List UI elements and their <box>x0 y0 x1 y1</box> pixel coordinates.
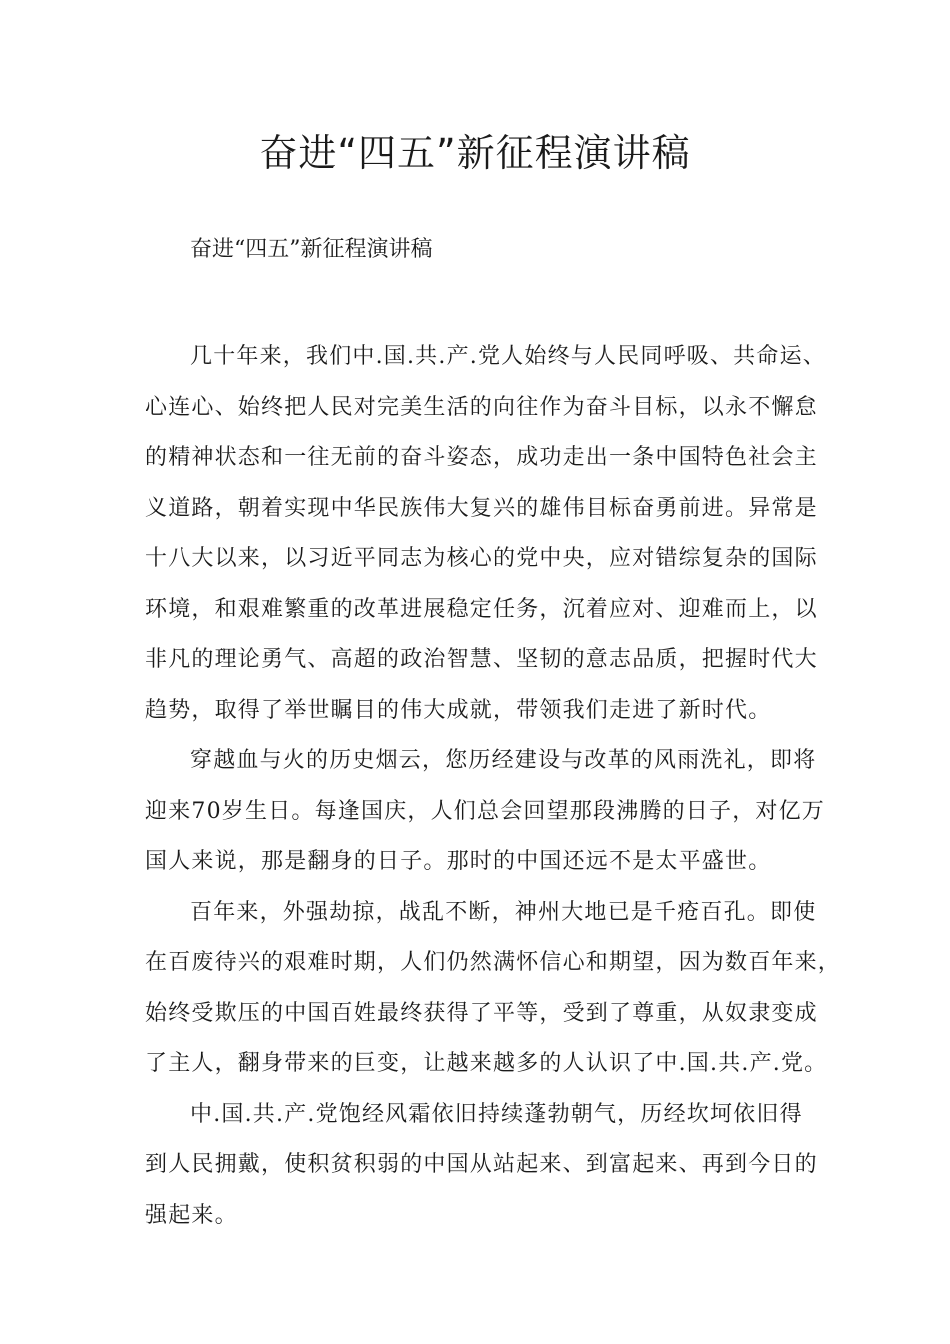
paragraph-3 <box>145 888 842 1090</box>
document-body <box>145 332 842 1241</box>
paragraph-line: 始终受欺压的中国百姓最终获得了平等，受到了尊重，从奴隶变成 <box>145 1000 818 1026</box>
paragraph-line: 穿越血与火的历史烟云，您历经建设与改革的风雨洗礼，即将 <box>190 748 817 773</box>
paragraph-line: 百年来，外强劫掠，战乱不断，神州大地已是千疮百孔。即使 <box>190 899 817 925</box>
document-title: 奋进“四五”新征程演讲稿 <box>259 131 691 175</box>
paragraph-line: 几十年来，我们中.国.共.产.党人始终与人民同呼吸、共命运、 <box>190 344 826 369</box>
paragraph-line: 义道路，朝着实现中华民族伟大复兴的雄伟目标奋勇前进。异常是 <box>145 495 818 521</box>
paragraph-line: 趋势，取得了举世瞩目的伟大成就，带领我们走进了新时代。 <box>145 697 772 723</box>
paragraph-1 <box>145 332 835 736</box>
document-subtitle: 奋进“四五”新征程演讲稿 <box>190 237 433 262</box>
paragraph-line: 十八大以来，以习近平同志为核心的党中央，应对错综复杂的国际 <box>145 546 818 571</box>
paragraph-line: 心连心、始终把人民对完美生活的向往作为奋斗目标，以永不懈怠 <box>145 394 818 420</box>
paragraph-line: 到人民拥戴，使积贫积弱的中国从站起来、到富起来、再到今日的 <box>145 1152 818 1177</box>
paragraph-2 <box>145 736 835 888</box>
paragraph-line: 强起来。 <box>145 1202 238 1228</box>
paragraph-line: 非凡的理论勇气、高超的政治智慧、坚韧的意志品质，把握时代大 <box>145 647 818 672</box>
paragraph-line: 环境，和艰难繁重的改革进展稳定任务，沉着应对、迎难而上，以 <box>145 596 818 622</box>
paragraph-line: 了主人，翻身带来的巨变，让越来越多的人认识了中.国.共.产.党。 <box>145 1051 828 1076</box>
paragraph-line: 迎来70岁生日。每逢国庆，人们总会回望那段沸腾的日子，对亿万 <box>145 798 825 824</box>
paragraph-line: 中.国.共.产.党饱经风霜依旧持续蓬勃朝气，历经坎坷依旧得 <box>190 1101 803 1127</box>
paragraph-4 <box>145 1090 835 1242</box>
paragraph-line: 的精神状态和一往无前的奋斗姿态，成功走出一条中国特色社会主 <box>145 445 818 470</box>
paragraph-line: 国人来说，那是翻身的日子。那时的中国还远不是太平盛世。 <box>145 849 772 874</box>
paragraph-line: 在百废待兴的艰难时期，人们仍然满怀信心和期望，因为数百年来， <box>145 950 842 975</box>
